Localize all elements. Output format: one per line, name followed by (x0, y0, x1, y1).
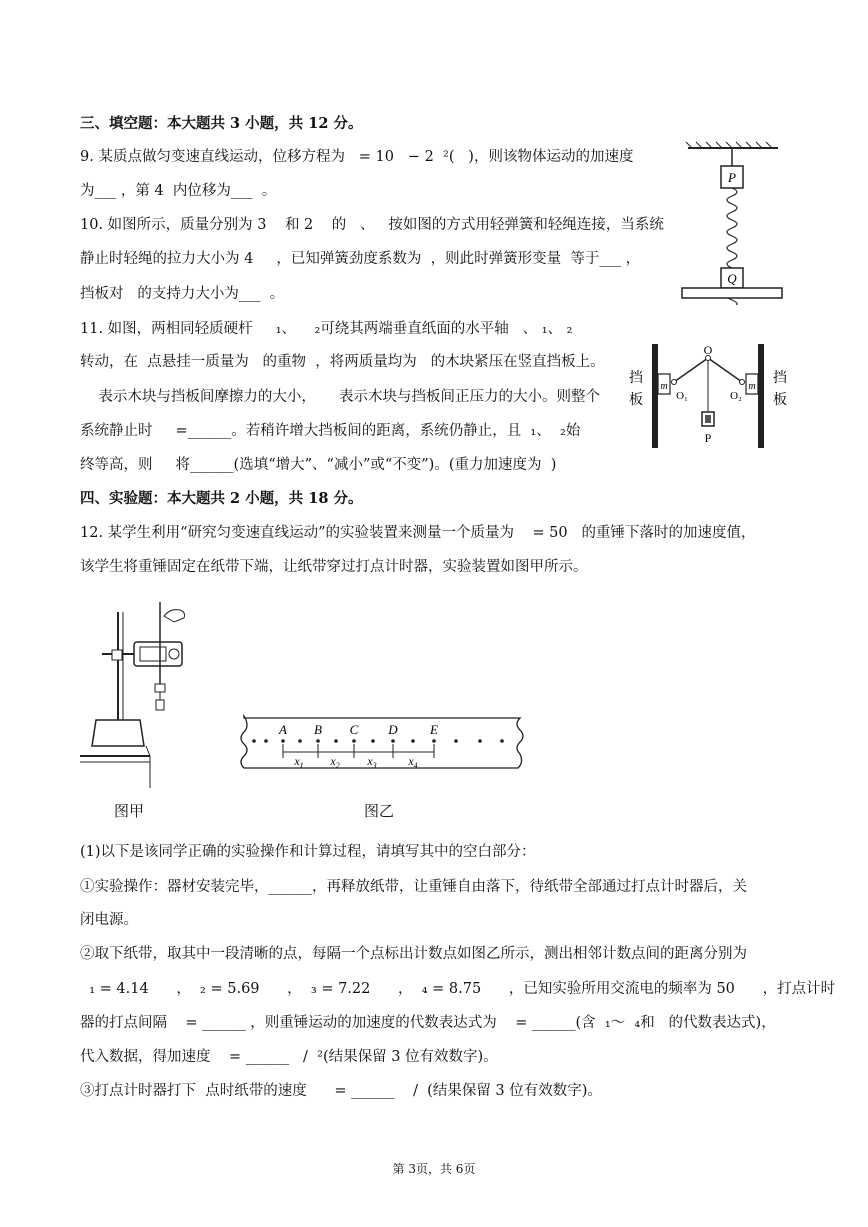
q11-line1: 11. 如图，两相同轻质硬杆 ₁、 ₂可绕其两端垂直纸面的水平轴 、 ₁、 ₂ (80, 321, 573, 337)
q12-p3: 闭电源。 (80, 912, 138, 928)
rods-boards-figure (622, 342, 792, 450)
tape-point-c: C (349, 722, 359, 737)
label-o2: O₂ (730, 390, 742, 402)
label-o: O (703, 343, 713, 357)
block-q-label: Q (727, 271, 737, 286)
q12-p2: ①实验操作：器材安装完毕，______，再释放纸带，让重锤自由落下，待纸带全部通过打点计时器后，关 (80, 879, 747, 895)
q11-line5: 终等高，则 将______(选填“增大”、“减小”或“不变”)。(重力加速度为 ) (80, 457, 557, 473)
page-footer: 第 3页，共 6页 (392, 1162, 476, 1176)
segment-x2: $x_2$ (330, 754, 340, 770)
q12-line1: 12. 某学生利用“研究匀变速直线运动”的实验装置来测量一个质量为 = 50 的重锤下落时的加速度值， (80, 525, 756, 541)
block-p-label: P (728, 170, 736, 185)
q9-line2: 为___ ，第 4 内位移为___ 。 (80, 183, 277, 199)
left-board-label-1: 挡 (629, 370, 643, 386)
right-block-m: m (748, 381, 756, 392)
left-board-label-2: 板 (629, 392, 643, 408)
tape-point-b: B (314, 722, 322, 737)
q12-p4: ②取下纸带，取其中一段清晰的点，每隔一个点标出计数点如图乙所示，测出相邻计数点间的距离分别为 (80, 946, 747, 962)
q11-line3: 表示木块与挡板间摩擦力的大小， 表示木块与挡板间正压力的大小。则整个 (80, 389, 600, 405)
q10-line3: 挡板对 的支持力大小为___ 。 (80, 286, 285, 302)
right-board-label-1: 挡 (773, 370, 787, 386)
q12-p8: ③打点计时器打下 点时纸带的速度 = ______ / (结果保留 3 位有效数字)。 (80, 1083, 602, 1099)
q11-line4: 系统静止时 =______。若稍许增大挡板间的距离，系统仍静止，且 ₁、 ₂始 (80, 423, 581, 439)
left-block-m: m (660, 381, 668, 392)
right-board-label-2: 板 (773, 392, 787, 408)
q12-line2: 该学生将重锤固定在纸带下端，让纸带穿过打点计时器，实验装置如图甲所示。 (80, 559, 588, 575)
tape-point-d: D (388, 722, 398, 737)
q9-line1: 9. 某质点做匀变速直线运动，位移方程为 = 10 − 2 ²( )，则该物体运动的加速度 (80, 149, 634, 165)
q11-line2: 转动，在 点悬挂一质量为 的重物 ，将两质量均为 的木块紧压在竖直挡板上。 (80, 354, 605, 370)
segment-x1: $x_1$ (294, 754, 304, 770)
label-p-weight: P (704, 431, 712, 445)
q10-line2: 静止时轻绳的拉力大小为 4 ，已知弹簧劲度系数为 ，则此时弹簧形变量 等于___ ， (80, 251, 641, 267)
q12-p5: ₁ = 4.14 ， ₂ = 5.69 ， ₃ = 7.22 ， ₄ = 8.75 ，已知实验所用交流电的频率为 50 ，打点计时 (80, 981, 836, 997)
segment-x4: $x_4$ (408, 754, 418, 770)
q12-p6: 器的打点间隔 = ______ ，则重锤运动的加速度的代数表达式为 = ______(含 ₁～ ₄和 的代数表达式)， (80, 1015, 776, 1031)
section-heading-experiment: 四、实验题：本大题共 2 小题，共 18 分。 (80, 490, 363, 507)
paper-tape-figure (236, 714, 526, 774)
section-heading-fill-blank: 三、填空题：本大题共 3 小题，共 12 分。 (80, 115, 363, 132)
label-o1: O₁ (676, 390, 688, 402)
q12-p1: (1)以下是该同学正确的实验操作和计算过程，请填写其中的空白部分： (80, 844, 536, 860)
apparatus-figure (78, 592, 198, 788)
caption-fig-yi: 图乙 (364, 802, 395, 820)
spring-figure (678, 140, 788, 305)
tape-point-e: E (430, 722, 438, 737)
q12-p7: 代入数据，得加速度 = ______ / ²(结果保留 3 位有效数字)。 (80, 1049, 498, 1065)
q10-line1: 10. 如图所示，质量分别为 3 和 2 的 、 按如图的方式用轻弹簧和轻绳连接，当系统 (80, 217, 664, 233)
tape-point-a: A (279, 722, 287, 737)
caption-fig-jia: 图甲 (114, 802, 145, 820)
segment-x3: $x_3$ (367, 754, 377, 770)
